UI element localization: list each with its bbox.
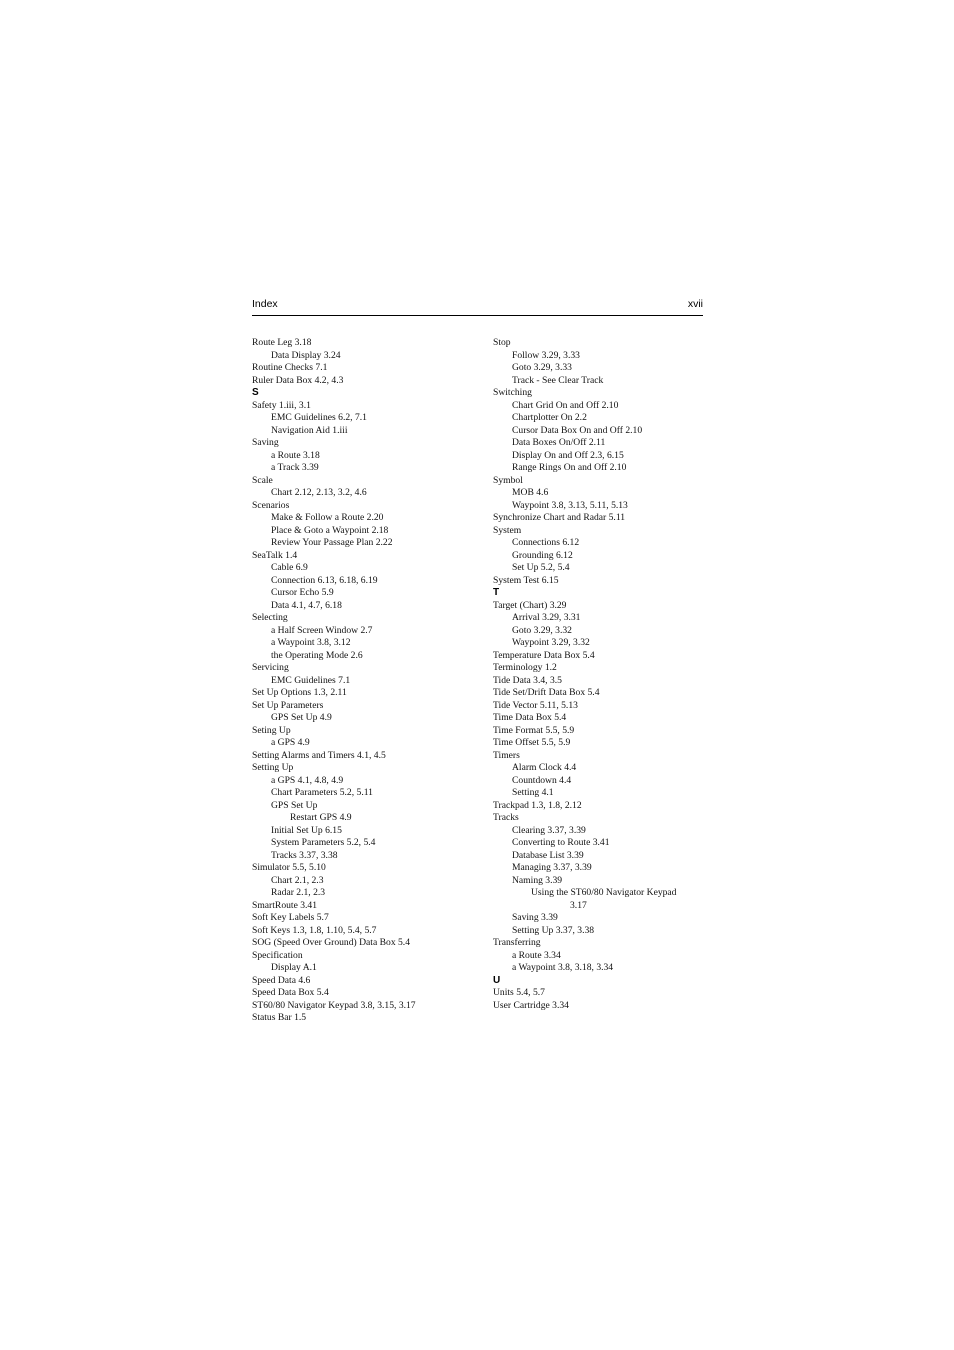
index-entry: SeaTalk 1.4 (252, 549, 298, 561)
index-subentry: Setting 4.1 (512, 787, 554, 798)
index-entry: Route Leg 3.18 (252, 337, 312, 348)
index-subentry: Cursor Echo 5.9 (271, 587, 334, 598)
index-entry: Units 5.4, 5.7 (493, 987, 545, 998)
index-subentry: Display A.1 (271, 962, 317, 973)
index-subentry: a GPS 4.1, 4.8, 4.9 (271, 774, 344, 786)
index-column-left (252, 337, 477, 1025)
index-entry: Speed Data Box 5.4 (252, 987, 329, 998)
index-subentry: Saving 3.39 (512, 912, 558, 923)
index-entry: Set Up Parameters (252, 699, 324, 711)
index-subentry: Countdown 4.4 (512, 774, 572, 786)
index-letter-heading: T (493, 587, 500, 598)
index-subentry: Managing 3.37, 3.39 (512, 862, 592, 873)
index-entry: Scale (252, 474, 273, 486)
index-entry: Terminology 1.2 (493, 662, 557, 673)
index-subentry: a Track 3.39 (271, 462, 319, 473)
index-entry: Target (Chart) 3.29 (493, 599, 567, 611)
page-header (252, 296, 703, 316)
index-subentry: Connections 6.12 (512, 537, 580, 548)
index-subentry: Tracks 3.37, 3.38 (271, 849, 338, 861)
index-entry: Tide Vector 5.11, 5.13 (493, 699, 578, 711)
index-subentry: a Route 3.18 (271, 449, 320, 461)
index-subentry: System Parameters 5.2, 5.4 (271, 837, 376, 848)
index-subentry: Range Rings On and Off 2.10 (512, 462, 627, 473)
index-entry: Soft Key Labels 5.7 (252, 912, 329, 923)
index-entry: Specification (252, 949, 303, 961)
index-entry: Time Offset 5.5, 5.9 (493, 737, 571, 748)
index-subentry: Clearing 3.37, 3.39 (512, 824, 586, 836)
index-entry: ST60/80 Navigator Keypad 3.8, 3.15, 3.17 (252, 999, 416, 1011)
index-subentry: Initial Set Up 6.15 (271, 824, 342, 836)
index-subentry: Converting to Route 3.41 (512, 837, 610, 848)
index-entry: Stop (493, 337, 511, 348)
index-subentry: Waypoint 3.29, 3.32 (512, 637, 590, 648)
index-entry: Speed Data 4.6 (252, 974, 311, 986)
index-entry: Symbol (493, 474, 523, 486)
index-subentry: 3.17 (570, 899, 587, 911)
index-subentry: Connection 6.13, 6.18, 6.19 (271, 574, 378, 586)
index-letter-heading: S (252, 387, 259, 398)
index-letter-heading: U (493, 974, 501, 986)
index-entry: Setting Alarms and Timers 4.1, 4.5 (252, 749, 386, 761)
index-subentry: Grounding 6.12 (512, 549, 573, 561)
index-entry: SmartRoute 3.41 (252, 899, 318, 911)
index-subentry: Chart 2.1, 2.3 (271, 874, 324, 886)
index-subentry: MOB 4.6 (512, 487, 549, 498)
index-entry: Time Format 5.5, 5.9 (493, 724, 575, 736)
index-entry: Setting Up (252, 762, 294, 773)
index-subentry: Follow 3.29, 3.33 (512, 349, 580, 361)
index-entry: Ruler Data Box 4.2, 4.3 (252, 374, 344, 386)
index-subentry: a Waypoint 3.8, 3.12 (271, 637, 351, 648)
index-subentry: Chart Parameters 5.2, 5.11 (271, 787, 373, 798)
index-entry: Synchronize Chart and Radar 5.11 (493, 512, 626, 523)
index-subentry: Data 4.1, 4.7, 6.18 (271, 599, 342, 611)
index-entry: Safety 1.iii, 3.1 (252, 399, 311, 411)
index-subentry: Using the ST60/80 Navigator Keypad (531, 887, 677, 898)
index-entry: Status Bar 1.5 (252, 1012, 307, 1023)
index-subentry: Chart Grid On and Off 2.10 (512, 399, 619, 411)
index-entry: Switching (493, 387, 532, 398)
index-subentry: the Operating Mode 2.6 (271, 649, 363, 661)
index-subentry: GPS Set Up (271, 799, 318, 811)
index-subentry: a Waypoint 3.8, 3.18, 3.34 (512, 962, 614, 973)
index-subentry: EMC Guidelines 7.1 (271, 674, 351, 686)
index-entry: Routine Checks 7.1 (252, 362, 328, 373)
index-entry: Time Data Box 5.4 (493, 712, 567, 723)
index-subentry: Make & Follow a Route 2.20 (271, 512, 384, 523)
index-subentry: Cursor Data Box On and Off 2.10 (512, 424, 643, 436)
index-subentry: Data Display 3.24 (271, 349, 341, 361)
index-entry: Tracks (493, 812, 519, 823)
index-entry: Temperature Data Box 5.4 (493, 649, 595, 661)
index-subentry: Database List 3.39 (512, 849, 584, 861)
index-entry: Scenarios (252, 499, 290, 511)
index-subentry: Goto 3.29, 3.32 (512, 624, 572, 636)
index-entry: Servicing (252, 662, 289, 673)
index-subentry: Waypoint 3.8, 3.13, 5.11, 5.13 (512, 499, 628, 511)
index-subentry: a Half Screen Window 2.7 (271, 624, 373, 636)
page-number: xvii (687, 298, 703, 310)
index-subentry: Data Boxes On/Off 2.11 (512, 437, 606, 448)
index-column-right (493, 337, 703, 1012)
index-entry: Simulator 5.5, 5.10 (252, 862, 326, 873)
index-entry: Seting Up (252, 724, 291, 736)
index-subentry: Display On and Off 2.3, 6.15 (512, 449, 624, 461)
section-title: Index (252, 298, 278, 310)
index-subentry: Arrival 3.29, 3.31 (512, 612, 581, 623)
index-subentry: Set Up 5.2, 5.4 (512, 562, 570, 573)
index-entry: Selecting (252, 612, 288, 623)
index-entry: Timers (493, 749, 520, 761)
index-subentry: Cable 6.9 (271, 562, 308, 573)
index-subentry: a GPS 4.9 (271, 737, 310, 748)
index-subentry: Radar 2.1, 2.3 (271, 887, 326, 898)
index-subentry: Navigation Aid 1.iii (271, 424, 348, 436)
index-subentry: Alarm Clock 4.4 (512, 762, 577, 773)
index-subentry: Setting Up 3.37, 3.38 (512, 924, 595, 936)
index-entry: System Test 6.15 (493, 574, 559, 586)
index-entry: Tide Data 3.4, 3.5 (493, 674, 562, 686)
index-subentry: GPS Set Up 4.9 (271, 712, 332, 723)
index-subentry: Chartplotter On 2.2 (512, 412, 587, 423)
index-subentry: Track - See Clear Track (512, 374, 604, 386)
index-entry: Trackpad 1.3, 1.8, 2.12 (493, 799, 582, 811)
index-subentry: Place & Goto a Waypoint 2.18 (271, 524, 389, 536)
index-entry: Saving (252, 437, 279, 448)
index-subentry: Naming 3.39 (512, 874, 563, 886)
index-entry: SOG (Speed Over Ground) Data Box 5.4 (252, 937, 411, 948)
index-entry: Set Up Options 1.3, 2.11 (252, 687, 347, 698)
index-entry: User Cartridge 3.34 (493, 999, 569, 1011)
index-subentry: EMC Guidelines 6.2, 7.1 (271, 412, 367, 423)
index-entry: System (493, 524, 522, 536)
index-subentry: Chart 2.12, 2.13, 3.2, 4.6 (271, 487, 367, 498)
index-entry: Soft Keys 1.3, 1.8, 1.10, 5.4, 5.7 (252, 924, 377, 936)
index-subentry: Goto 3.29, 3.33 (512, 362, 572, 373)
index-subentry: Review Your Passage Plan 2.22 (271, 537, 393, 548)
index-subentry: a Route 3.34 (512, 949, 561, 961)
index-entry: Transferring (493, 937, 541, 948)
index-entry: Tide Set/Drift Data Box 5.4 (493, 687, 600, 698)
index-subentry: Restart GPS 4.9 (290, 812, 352, 823)
